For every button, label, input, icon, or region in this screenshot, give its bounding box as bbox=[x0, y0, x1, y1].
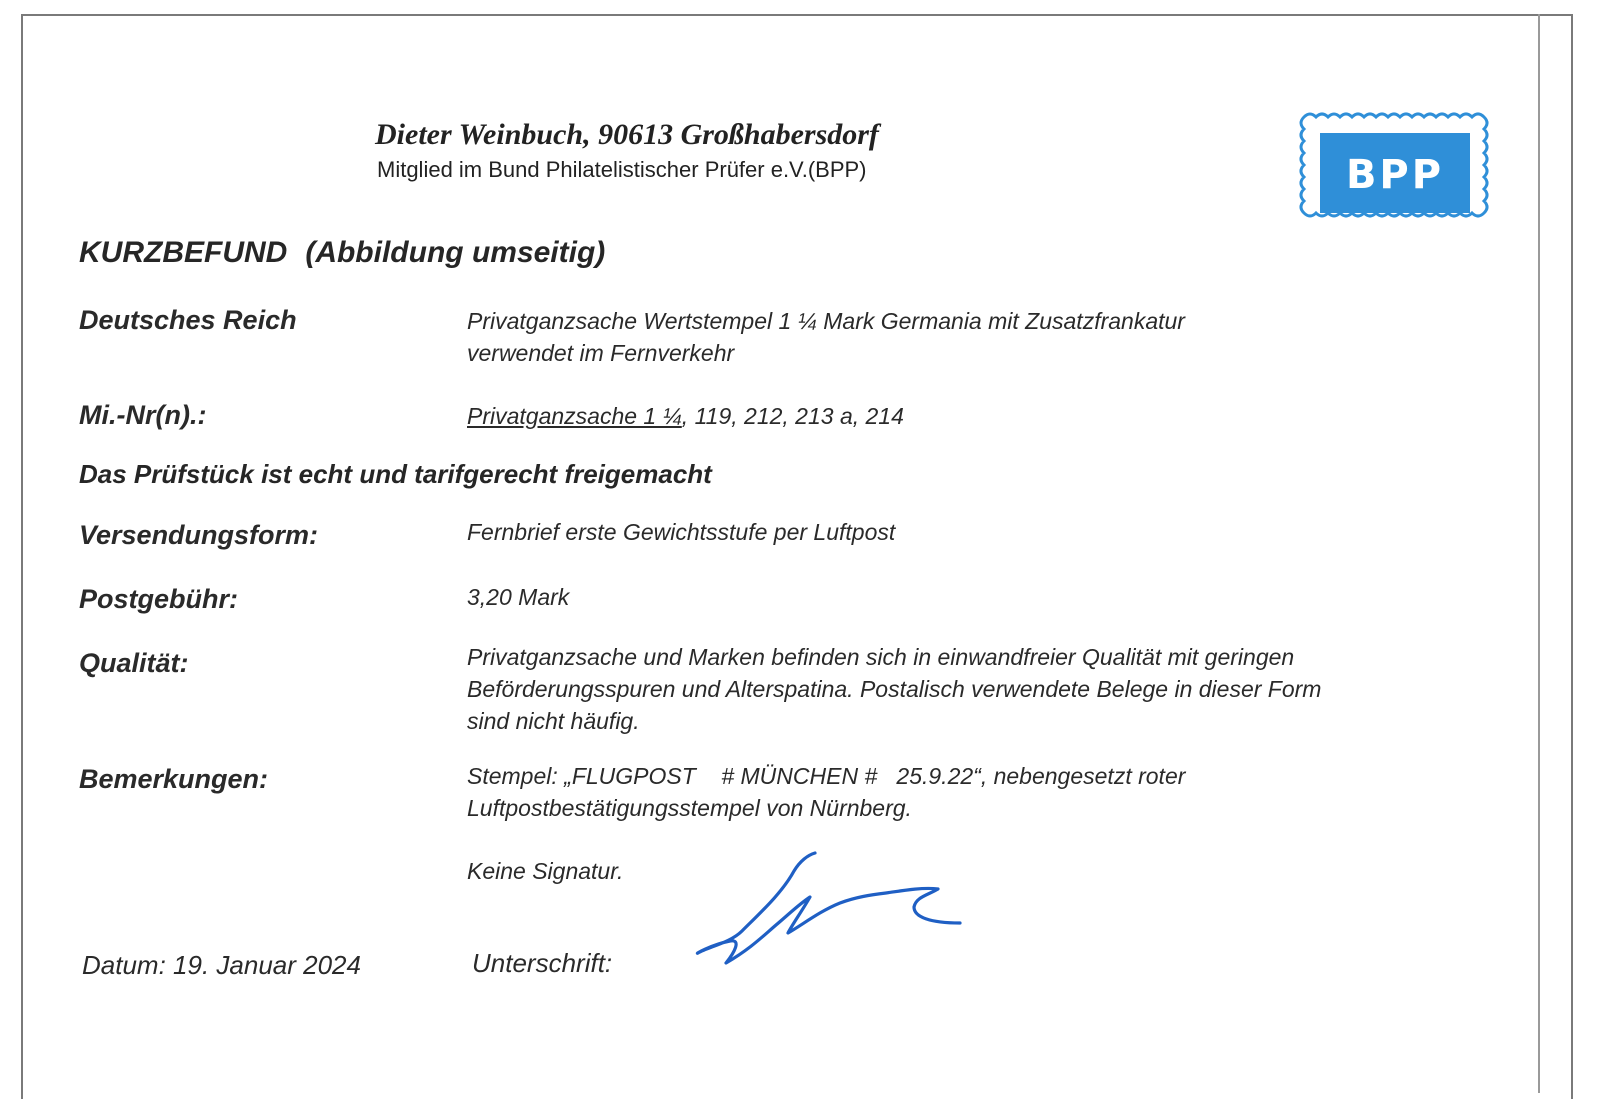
quality-value bbox=[467, 641, 1321, 737]
shipping-value: Fernbrief erste Gewichtsstufe per Luftpost bbox=[467, 519, 896, 545]
bpp-logo bbox=[1298, 111, 1492, 228]
report-date: Datum: 19. Januar 2024 bbox=[82, 950, 361, 980]
examiner-membership: Mitglied im Bund Philatelistischer Prüfer e.V.(BPP) bbox=[377, 157, 867, 182]
area-value-line: verwendet im Fernverkehr bbox=[467, 340, 735, 366]
remarks-value-line: Luftpostbestätigungsstempel von Nürnberg. bbox=[467, 795, 912, 821]
area-label: Deutsches Reich bbox=[79, 305, 297, 335]
remarks-label: Bemerkungen: bbox=[79, 764, 269, 794]
mi-number-value bbox=[467, 400, 904, 432]
signature-label: Unterschrift: bbox=[472, 948, 613, 978]
report-title bbox=[79, 236, 605, 270]
bpp-stamp-icon bbox=[1298, 111, 1492, 223]
remarks-value-line: Stempel: „FLUGPOST # MÜNCHEN # 25.9.22“, nebengesetzt roter bbox=[467, 763, 1186, 789]
postage-label: Postgebühr: bbox=[79, 584, 238, 614]
remarks-value bbox=[467, 760, 1185, 824]
quality-value-line: sind nicht häufig. bbox=[467, 708, 640, 734]
area-value-line: Privatganzsache Wertstempel 1 ¼ Mark Germania mit Zusatzfrankatur bbox=[467, 308, 1185, 334]
examiner-name: Dieter Weinbuch, 90613 Großhabersdorf bbox=[375, 118, 879, 151]
mi-number-underlined: Privatganzsache 1 ¼ bbox=[467, 403, 682, 429]
report-title-note: (Abbildung umseitig) bbox=[305, 236, 606, 269]
handwritten-signature bbox=[690, 845, 970, 980]
quality-value-line: Beförderungsspuren und Alterspatina. Postalisch verwendete Belege in dieser Form bbox=[467, 676, 1322, 702]
mi-number-rest: , 119, 212, 213 a, 214 bbox=[681, 403, 904, 429]
signature-drawing bbox=[690, 845, 970, 975]
area-value bbox=[467, 305, 1185, 369]
scan-edge-line bbox=[1538, 14, 1540, 1093]
mi-number-label: Mi.-Nr(n).: bbox=[79, 400, 207, 430]
quality-value-line: Privatganzsache und Marken befinden sich in einwandfreier Qualität mit geringen bbox=[467, 644, 1295, 670]
quality-label: Qualität: bbox=[79, 648, 189, 678]
report-title-main: KURZBEFUND bbox=[79, 236, 288, 269]
authenticity-statement: Das Prüfstück ist echt und tarifgerecht freigemacht bbox=[79, 459, 712, 489]
postage-value: 3,20 Mark bbox=[467, 584, 570, 610]
signature-note: Keine Signatur. bbox=[467, 858, 624, 884]
bpp-logo-text: BPP bbox=[1345, 152, 1445, 198]
shipping-label: Versendungsform: bbox=[79, 520, 319, 550]
